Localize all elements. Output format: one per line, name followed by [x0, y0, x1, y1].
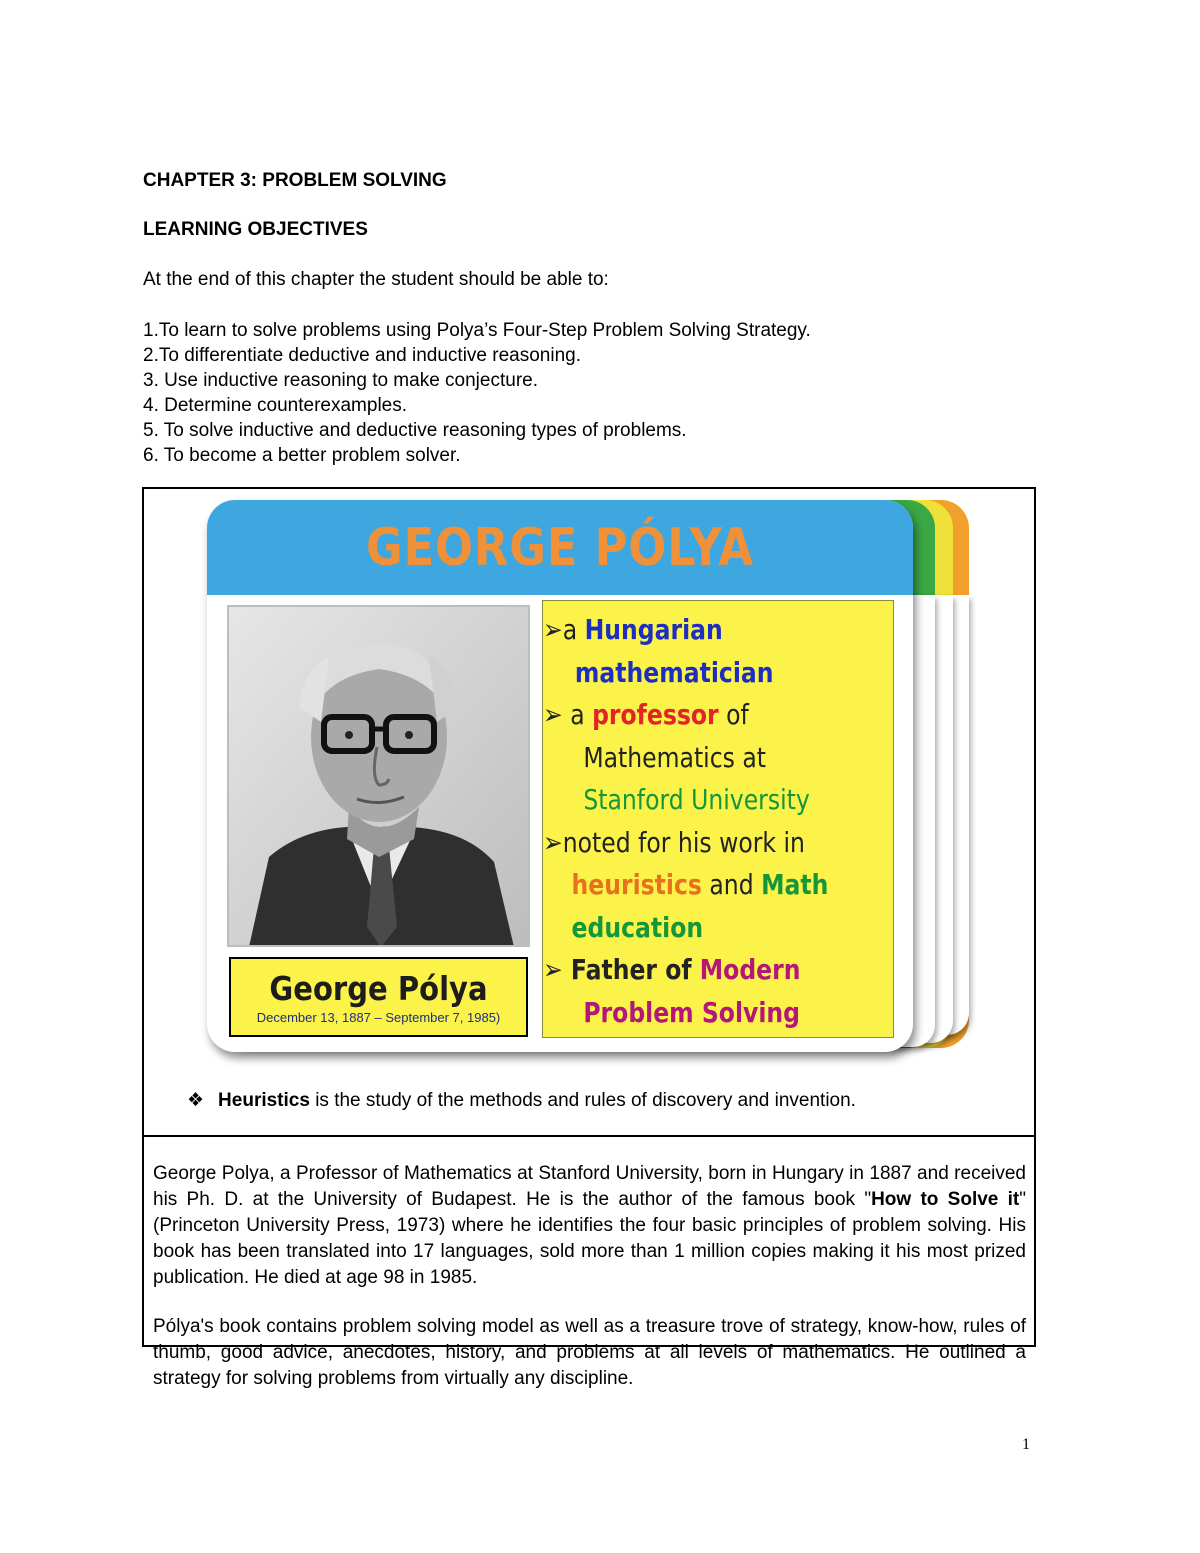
fact-text: professor — [592, 698, 719, 731]
page-number: 1 — [1022, 1436, 1030, 1453]
slide-title: GEORGE PÓLYA — [366, 518, 754, 578]
bio-text: " (Princeton University Press, 1973) where he identifies the four basic principles of problem solving. His book has been translated into 17 languages, sold more than 1 million copies making it his most prized publication. He died at age 98 in 1985. — [153, 1189, 1026, 1288]
book-title: How to Solve it — [871, 1189, 1020, 1210]
fact-text: Hungarian — [584, 613, 723, 646]
polya-slide — [207, 500, 972, 1060]
list-item: 3. Use inductive reasoning to make conjecture. — [143, 370, 538, 391]
chapter-title: CHAPTER 3: PROBLEM SOLVING — [143, 170, 447, 191]
list-item: 2.To differentiate deductive and inductive reasoning. — [143, 345, 582, 366]
list-item: 5. To solve inductive and deductive reasoning types of problems. — [143, 420, 687, 441]
arrow-icon: ➢ — [543, 613, 563, 646]
bio-paragraph — [153, 1161, 1026, 1291]
fact-line — [543, 652, 837, 695]
box-divider — [142, 1135, 1036, 1137]
nameplate — [229, 957, 528, 1037]
fact-text: a — [562, 698, 593, 731]
slide-front-card — [207, 500, 913, 1052]
fact-text: education — [571, 910, 704, 944]
diamond-bullet-icon: ❖ — [187, 1090, 205, 1111]
fact-text: Stanford University — [583, 783, 810, 816]
fact-line — [543, 737, 837, 780]
fact-line — [543, 822, 837, 865]
list-item: 6. To become a better problem solver. — [143, 445, 461, 466]
objectives-list — [143, 318, 811, 468]
fact-line — [543, 609, 837, 652]
nameplate-dates: December 13, 1887 – September 7, 1985) — [256, 1010, 501, 1025]
book-paragraph: Pólya's book contains problem solving model as well as a treasure trove of strategy, know-how, rules of thumb, good advice, anecdotes, history, and problems at all levels of mathematics. He outlined a strategy for solving problems from virtually any discipline. — [153, 1316, 1026, 1389]
fact-text: and — [701, 868, 762, 901]
fact-line — [543, 779, 837, 822]
objectives-heading: LEARNING OBJECTIVES — [143, 219, 368, 240]
fact-line — [543, 949, 837, 992]
fact-line — [543, 864, 837, 907]
slide-header — [207, 500, 913, 595]
fact-text: heuristics — [571, 868, 702, 901]
arrow-icon: ➢ — [543, 825, 563, 859]
heuristics-term: Heuristics — [218, 1090, 310, 1111]
list-item: 1.To learn to solve problems using Polya’s Four-Step Problem Solving Strategy. — [143, 320, 811, 341]
fact-text: Modern — [699, 953, 801, 986]
facts-panel — [542, 600, 894, 1038]
arrow-icon: ➢ — [543, 698, 563, 731]
heuristics-definition — [187, 1089, 856, 1112]
portrait-illustration — [229, 607, 529, 947]
fact-line — [543, 694, 837, 737]
fact-text: mathematician — [574, 655, 774, 689]
fact-text: of — [718, 698, 749, 731]
heuristics-rest: is the study of the methods and rules of discovery and invention. — [309, 1090, 856, 1111]
arrow-icon: ➢ — [543, 953, 563, 986]
fact-text: noted for his work in — [562, 825, 805, 859]
fact-text: a — [562, 613, 585, 646]
fact-line — [543, 907, 837, 950]
fact-line — [543, 992, 837, 1035]
fact-text: Father of — [562, 953, 700, 986]
list-item: 4. Determine counterexamples. — [143, 395, 408, 416]
fact-text: Problem Solving — [583, 995, 801, 1029]
intro-text: At the end of this chapter the student should be able to: — [143, 269, 609, 290]
nameplate-name: George Pólya — [269, 969, 488, 1008]
bio-text: George Polya, a Professor of Mathematics at Stanford University, born in Hungary in 1887 and received his Ph. D. at the University of Budapest. He is the author of the famous book " — [153, 1163, 1026, 1210]
portrait-photo — [227, 605, 530, 947]
fact-text: Mathematics at — [583, 740, 767, 774]
fact-text: Math — [761, 868, 829, 901]
